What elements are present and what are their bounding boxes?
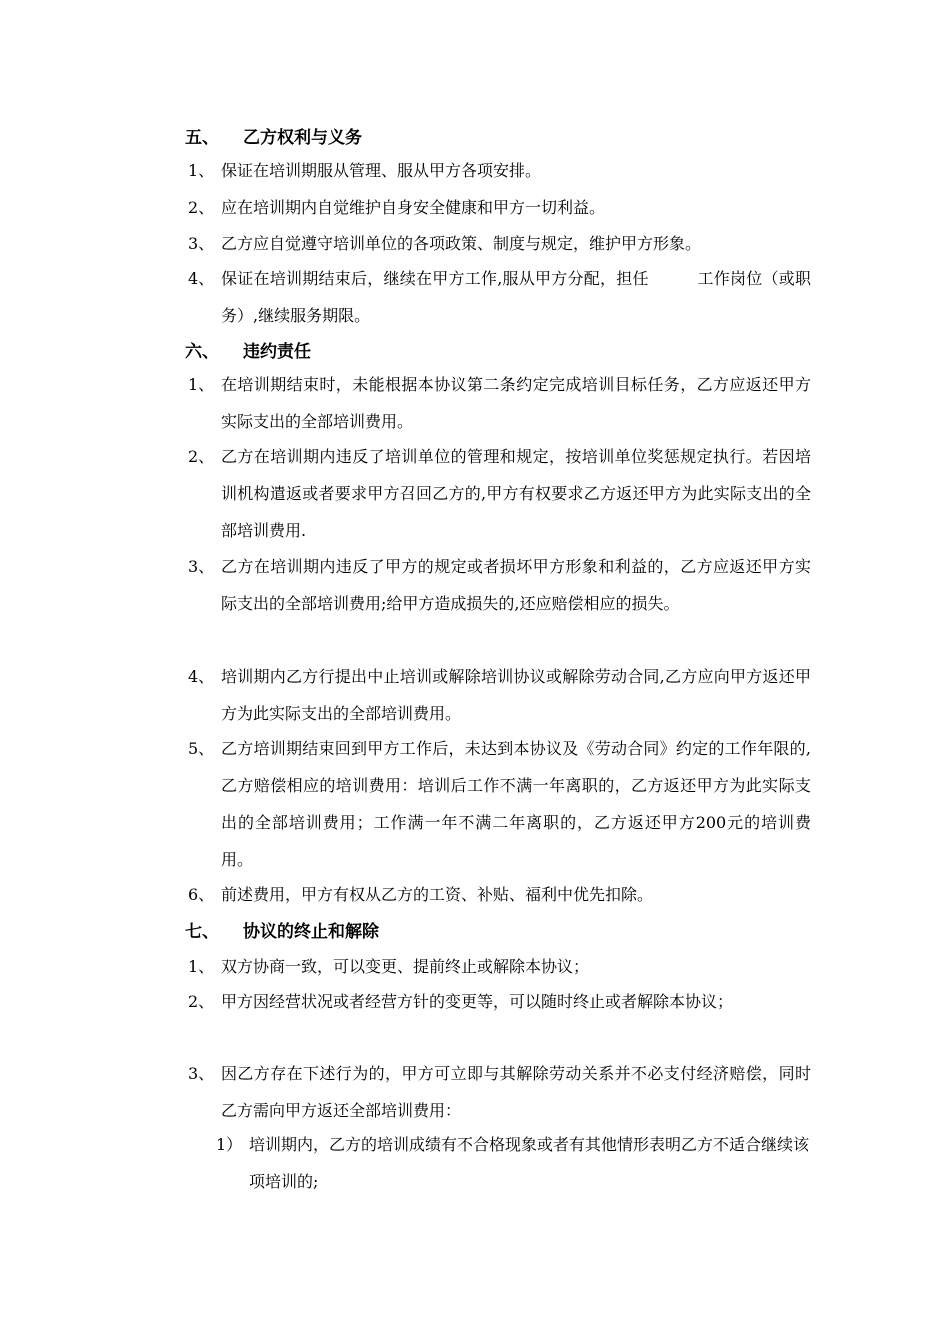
section-title: 乙方权利与义务 — [243, 128, 362, 148]
list-item — [188, 548, 828, 622]
subitem-text: 培训期内，乙方的培训成绩有不合格现象或者有其他情形表明乙方不适合继续该项培训的; — [249, 1135, 810, 1191]
section-title: 违约责任 — [243, 342, 311, 362]
list-item — [188, 366, 828, 440]
item-text: 保证在培训期服从管理、服从甲方各项安排。 — [221, 161, 542, 180]
item-number: 6、 — [188, 885, 215, 904]
section-number: 六、 — [185, 342, 219, 362]
item-number: 2、 — [188, 447, 215, 466]
item-text: 因乙方存在下述行为的，甲方可立即与其解除劳动关系并不必支付经济赔偿，同时乙方需向甲方返还全部培训费用： — [221, 1064, 811, 1120]
section-heading-5 — [185, 128, 362, 148]
item-text: 乙方应自觉遵守培训单位的各项政策、制度与规定，维护甲方形象。 — [221, 234, 702, 253]
section-heading-7 — [185, 922, 379, 942]
section-number: 七、 — [185, 922, 219, 942]
item-number: 1、 — [188, 375, 215, 394]
list-item — [188, 189, 828, 226]
list-item — [188, 876, 828, 913]
item-number: 2、 — [188, 198, 215, 217]
item-text: 前述费用，甲方有权从乙方的工资、补贴、福利中优先扣除。 — [221, 885, 654, 904]
item-number: 1、 — [188, 161, 215, 180]
item-number: 3、 — [188, 234, 215, 253]
item-number: 5、 — [188, 739, 215, 758]
item-number: 4、 — [188, 667, 215, 686]
item-text: 乙方在培训期内违反了培训单位的管理和规定，按培训单位奖惩规定执行。若因培训机构遣返或者要求甲方召回乙方的,甲方有权要求乙方返还甲方为此实际支出的全部培训费用. — [221, 447, 811, 540]
list-item — [188, 658, 828, 732]
sub-list-item — [216, 1126, 826, 1200]
list-item — [188, 730, 828, 878]
item-text: 应在培训期内自觉维护自身安全健康和甲方一切利益。 — [221, 198, 606, 217]
item-number: 4、 — [188, 269, 215, 288]
item-text: 乙方在培训期内违反了甲方的规定或者损坏甲方形象和利益的，乙方应返还甲方实际支出的全部培训费用;给甲方造成损失的,还应赔偿相应的损失。 — [221, 557, 811, 613]
item-number: 3、 — [188, 557, 215, 576]
item-number: 1、 — [188, 957, 215, 976]
item-number: 2、 — [188, 992, 215, 1011]
list-item — [188, 983, 828, 1020]
item-text: 甲方因经营状况或者经营方针的变更等，可以随时终止或者解除本协议； — [221, 992, 734, 1011]
item-text: 在培训期结束时，未能根据本协议第二条约定完成培训目标任务，乙方应返还甲方实际支出的全部培训费用。 — [221, 375, 811, 431]
list-item — [188, 1055, 828, 1129]
item-number: 3、 — [188, 1064, 215, 1083]
subitem-number: 1） — [216, 1135, 243, 1154]
item-text: 乙方培训期结束回到甲方工作后，未达到本协议及《劳动合同》约定的工作年限的,乙方赔偿相应的培训费用：培训后工作不满一年离职的，乙方返还甲方为此实际支出的全部培训费用；工作满一年不满二年离职的，乙方返还甲方200元的培训费用。 — [221, 739, 811, 869]
item-text: 保证在培训期结束后，继续在甲方工作,服从甲方分配，担任 工作岗位（或职务）,继续服务期限。 — [221, 269, 811, 325]
list-item — [188, 225, 828, 262]
list-item — [188, 260, 828, 334]
list-item — [188, 948, 828, 985]
item-text: 培训期内乙方行提出中止培训或解除培训协议或解除劳动合同,乙方应向甲方返还甲方为此实际支出的全部培训费用。 — [221, 667, 811, 723]
section-number: 五、 — [185, 128, 219, 148]
list-item — [188, 438, 828, 549]
item-text: 双方协商一致，可以变更、提前终止或解除本协议； — [221, 957, 590, 976]
list-item — [188, 152, 828, 189]
section-title: 协议的终止和解除 — [243, 922, 379, 942]
section-heading-6 — [185, 342, 311, 362]
